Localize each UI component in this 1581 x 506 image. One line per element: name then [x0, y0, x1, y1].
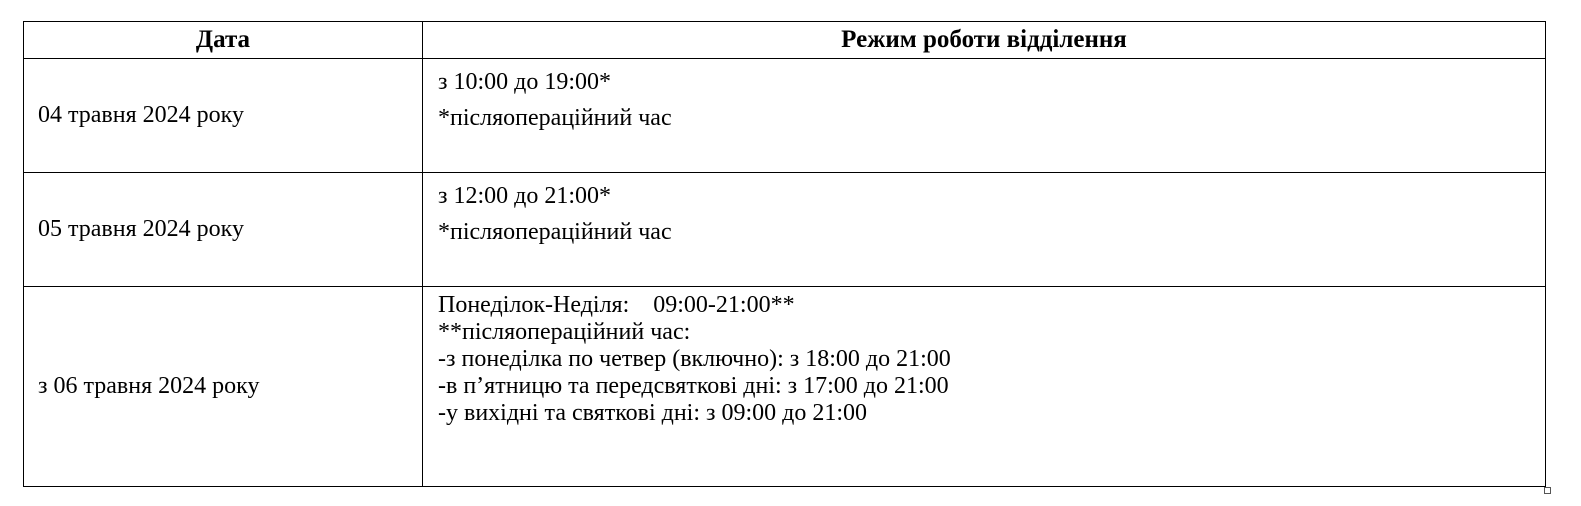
table-row: [24, 173, 1546, 287]
schedule-table: [23, 21, 1546, 487]
mode-cell: [423, 59, 1546, 173]
date-cell: з 06 травня 2024 року: [24, 287, 423, 487]
date-cell: 04 травня 2024 року: [24, 59, 423, 173]
mode-line: з 10:00 до 19:00*: [438, 69, 612, 95]
mode-line: -в п’ятницю та передсвяткові дні: з 17:00 до 21:00: [438, 373, 949, 399]
mode-cell: [423, 287, 1546, 487]
header-date: Дата: [24, 22, 423, 59]
mode-line: Понеділок-Неділя: 09:00-21:00**: [438, 292, 795, 318]
mode-cell: [423, 173, 1546, 287]
date-cell: 05 травня 2024 року: [24, 173, 423, 287]
mode-line: -у вихідні та святкові дні: з 09:00 до 21:00: [438, 400, 868, 426]
mode-line: *післяопераційний час: [438, 219, 672, 245]
header-mode: Режим роботи відділення: [423, 22, 1546, 59]
mode-line: **післяопераційний час:: [438, 319, 691, 345]
table-row: [24, 59, 1546, 173]
table-row: [24, 287, 1546, 487]
header-row: [24, 22, 1546, 59]
table-resize-handle[interactable]: [1544, 487, 1551, 494]
mode-line: -з понеділка по четвер (включно): з 18:00 до 21:00: [438, 346, 951, 372]
mode-line: з 12:00 до 21:00*: [438, 183, 612, 209]
mode-line: *післяопераційний час: [438, 105, 672, 131]
